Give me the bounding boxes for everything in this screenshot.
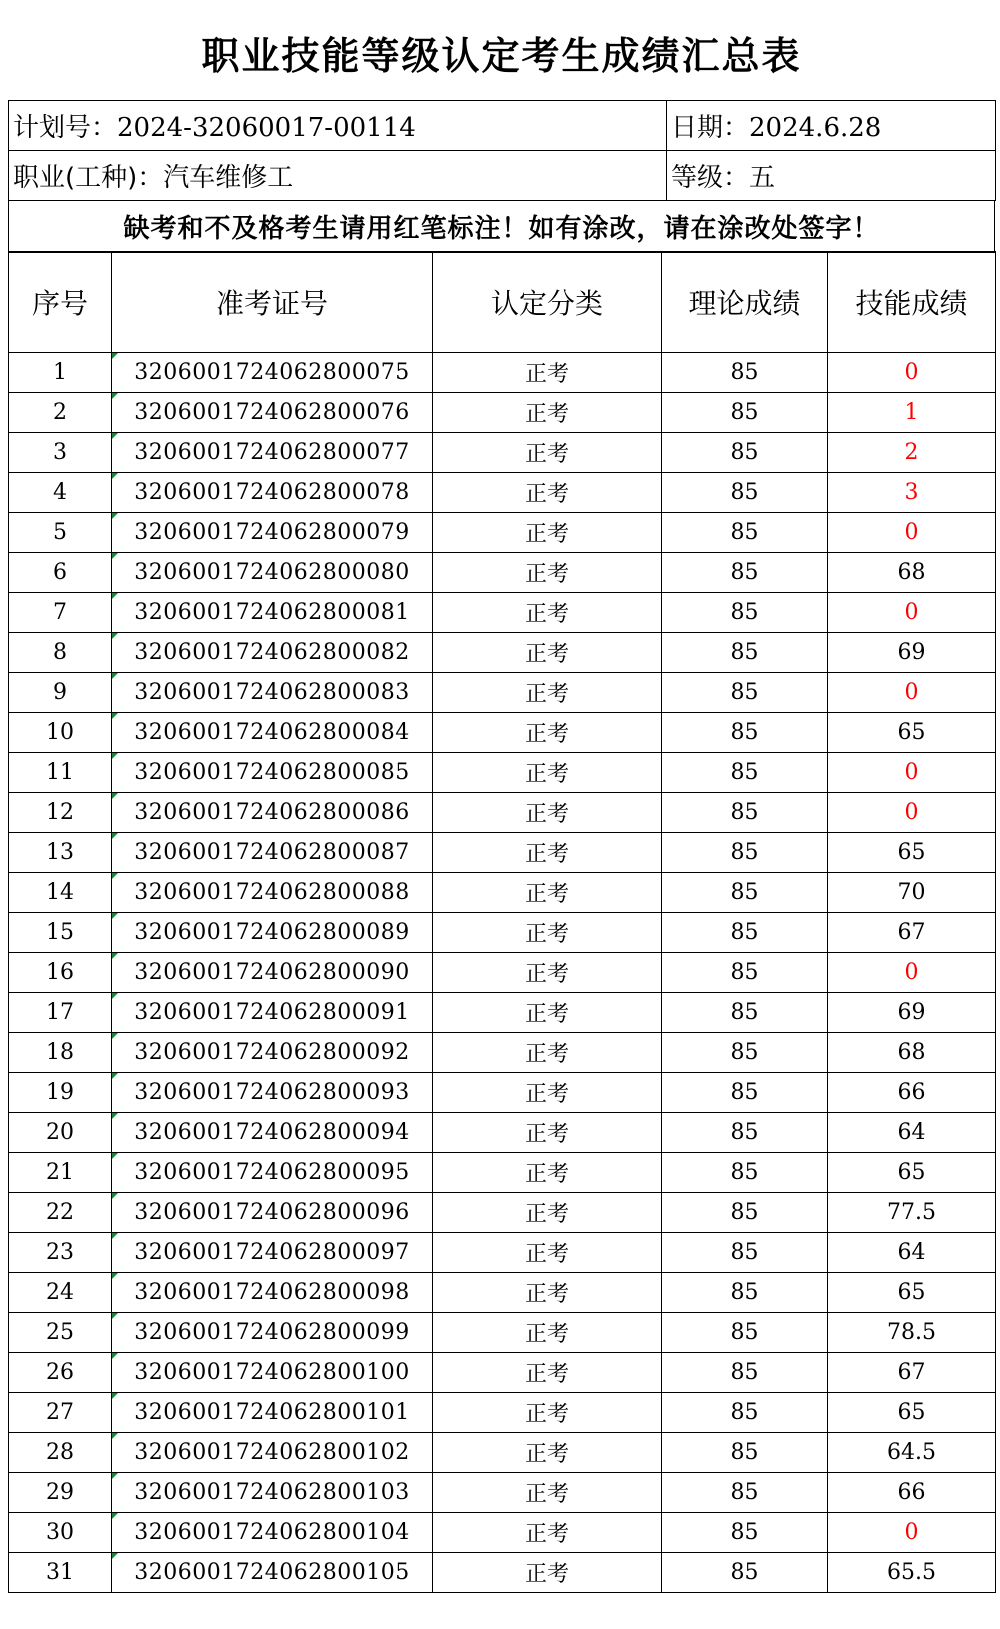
exam-category[interactable]: 正考 [433, 1513, 662, 1553]
theory-score[interactable]: 85 [662, 1273, 828, 1313]
theory-score[interactable]: 85 [662, 513, 828, 553]
row-number[interactable]: 17 [9, 993, 112, 1033]
ticket-number[interactable]: 3206001724062800090 [112, 953, 433, 993]
ticket-number[interactable]: 3206001724062800098 [112, 1273, 433, 1313]
exam-category[interactable]: 正考 [433, 1553, 662, 1593]
table-row [9, 553, 996, 593]
ticket-number[interactable]: 3206001724062800099 [112, 1313, 433, 1353]
theory-score[interactable]: 85 [662, 1113, 828, 1153]
exam-category[interactable]: 正考 [433, 1353, 662, 1393]
skill-score[interactable]: 1 [828, 393, 996, 433]
table-row [9, 513, 996, 553]
col-header-theory[interactable]: 理论成绩 [662, 252, 828, 353]
occupation-row [9, 151, 996, 201]
theory-score[interactable]: 85 [662, 633, 828, 673]
ticket-number[interactable]: 3206001724062800091 [112, 993, 433, 1033]
skill-score[interactable]: 68 [828, 1033, 996, 1073]
col-header-no[interactable]: 序号 [9, 252, 112, 353]
ticket-number[interactable]: 3206001724062800096 [112, 1193, 433, 1233]
theory-score[interactable]: 85 [662, 913, 828, 953]
row-number[interactable]: 3 [9, 433, 112, 473]
skill-score[interactable]: 68 [828, 553, 996, 593]
skill-score[interactable]: 65 [828, 1393, 996, 1433]
theory-score[interactable]: 85 [662, 1313, 828, 1353]
exam-category[interactable]: 正考 [433, 793, 662, 833]
ticket-number[interactable]: 3206001724062800083 [112, 673, 433, 713]
theory-score[interactable]: 85 [662, 433, 828, 473]
theory-score[interactable]: 85 [662, 393, 828, 433]
level-value: 五 [749, 163, 776, 193]
exam-category[interactable]: 正考 [433, 1073, 662, 1113]
exam-category[interactable]: 正考 [433, 673, 662, 713]
row-number[interactable]: 12 [9, 793, 112, 833]
header-row [9, 252, 996, 353]
col-header-category[interactable]: 认定分类 [433, 252, 662, 353]
theory-score[interactable]: 85 [662, 1073, 828, 1113]
table-row [9, 1553, 996, 1593]
exam-category[interactable]: 正考 [433, 1033, 662, 1073]
theory-score[interactable]: 85 [662, 833, 828, 873]
ticket-number[interactable]: 3206001724062800089 [112, 913, 433, 953]
skill-score[interactable]: 65 [828, 833, 996, 873]
table-row [9, 1393, 996, 1433]
theory-score[interactable]: 85 [662, 1033, 828, 1073]
ticket-number[interactable]: 3206001724062800093 [112, 1073, 433, 1113]
theory-score[interactable]: 85 [662, 553, 828, 593]
exam-category[interactable]: 正考 [433, 1233, 662, 1273]
table-row [9, 833, 996, 873]
skill-score[interactable]: 65 [828, 713, 996, 753]
row-number[interactable]: 9 [9, 673, 112, 713]
exam-category[interactable]: 正考 [433, 1153, 662, 1193]
level-cell[interactable] [667, 151, 996, 201]
occupation-cell[interactable] [9, 151, 667, 201]
skill-score[interactable]: 2 [828, 433, 996, 473]
ticket-number[interactable]: 3206001724062800104 [112, 1513, 433, 1553]
row-number[interactable]: 20 [9, 1113, 112, 1153]
table-row [9, 1273, 996, 1313]
exam-category[interactable]: 正考 [433, 1433, 662, 1473]
ticket-number[interactable]: 3206001724062800086 [112, 793, 433, 833]
row-number[interactable]: 2 [9, 393, 112, 433]
skill-score[interactable]: 3 [828, 473, 996, 513]
table-row [9, 993, 996, 1033]
skill-score[interactable]: 0 [828, 1513, 996, 1553]
table-row [9, 473, 996, 513]
theory-score[interactable]: 85 [662, 1513, 828, 1553]
theory-score[interactable]: 85 [662, 473, 828, 513]
plan-cell[interactable] [9, 101, 667, 151]
ticket-number[interactable]: 3206001724062800105 [112, 1553, 433, 1593]
ticket-number[interactable]: 3206001724062800085 [112, 753, 433, 793]
info-table [8, 100, 996, 201]
exam-category[interactable]: 正考 [433, 993, 662, 1033]
ticket-number[interactable]: 3206001724062800102 [112, 1433, 433, 1473]
ticket-number[interactable]: 3206001724062800087 [112, 833, 433, 873]
date-label: 日期： [671, 113, 750, 143]
plan-row [9, 101, 996, 151]
level-label: 等级： [671, 163, 750, 193]
theory-score[interactable]: 85 [662, 1553, 828, 1593]
ticket-number[interactable]: 3206001724062800075 [112, 353, 433, 393]
skill-score[interactable]: 65 [828, 1273, 996, 1313]
ticket-number[interactable]: 3206001724062800103 [112, 1473, 433, 1513]
skill-score[interactable]: 78.5 [828, 1313, 996, 1353]
row-number[interactable]: 31 [9, 1553, 112, 1593]
table-row [9, 1313, 996, 1353]
skill-score[interactable]: 69 [828, 633, 996, 673]
table-row [9, 953, 996, 993]
exam-category[interactable]: 正考 [433, 553, 662, 593]
row-number[interactable]: 27 [9, 1393, 112, 1433]
row-number[interactable]: 7 [9, 593, 112, 633]
table-row [9, 353, 996, 393]
theory-score[interactable]: 85 [662, 1353, 828, 1393]
exam-category[interactable]: 正考 [433, 1393, 662, 1433]
table-row [9, 1513, 996, 1553]
ticket-number[interactable]: 3206001724062800101 [112, 1393, 433, 1433]
date-cell[interactable] [667, 101, 996, 151]
ticket-number[interactable]: 3206001724062800095 [112, 1153, 433, 1193]
skill-score[interactable]: 64 [828, 1233, 996, 1273]
row-number[interactable]: 16 [9, 953, 112, 993]
table-row [9, 1153, 996, 1193]
row-number[interactable]: 23 [9, 1233, 112, 1273]
theory-score[interactable]: 85 [662, 1473, 828, 1513]
theory-score[interactable]: 85 [662, 1393, 828, 1433]
score-table [8, 251, 996, 1593]
skill-score[interactable]: 0 [828, 753, 996, 793]
exam-category[interactable]: 正考 [433, 713, 662, 753]
theory-score[interactable]: 85 [662, 713, 828, 753]
exam-category[interactable]: 正考 [433, 473, 662, 513]
table-row [9, 713, 996, 753]
table-row [9, 753, 996, 793]
ticket-number[interactable]: 3206001724062800079 [112, 513, 433, 553]
plan-value: 2024-32060017-00114 [117, 113, 416, 143]
score-rows [9, 353, 996, 1593]
row-number[interactable]: 13 [9, 833, 112, 873]
theory-score[interactable]: 85 [662, 673, 828, 713]
row-number[interactable]: 24 [9, 1273, 112, 1313]
skill-score[interactable]: 64.5 [828, 1433, 996, 1473]
skill-score[interactable]: 64 [828, 1113, 996, 1153]
col-header-skill[interactable]: 技能成绩 [828, 252, 996, 353]
table-row [9, 1113, 996, 1153]
exam-category[interactable]: 正考 [433, 913, 662, 953]
row-number[interactable]: 28 [9, 1433, 112, 1473]
ticket-number[interactable]: 3206001724062800097 [112, 1233, 433, 1273]
theory-score[interactable]: 85 [662, 953, 828, 993]
row-number[interactable]: 19 [9, 1073, 112, 1113]
table-row [9, 633, 996, 673]
table-row [9, 593, 996, 633]
row-number[interactable]: 1 [9, 353, 112, 393]
row-number[interactable]: 29 [9, 1473, 112, 1513]
occupation-label: 职业(工种)： [13, 163, 164, 193]
theory-score[interactable]: 85 [662, 793, 828, 833]
score-sheet [8, 4, 995, 1593]
ticket-number[interactable]: 3206001724062800100 [112, 1353, 433, 1393]
skill-score[interactable]: 66 [828, 1073, 996, 1113]
ticket-number[interactable]: 3206001724062800094 [112, 1113, 433, 1153]
table-row [9, 793, 996, 833]
row-number[interactable]: 10 [9, 713, 112, 753]
exam-category[interactable]: 正考 [433, 833, 662, 873]
table-row [9, 913, 996, 953]
row-number[interactable]: 22 [9, 1193, 112, 1233]
row-number[interactable]: 4 [9, 473, 112, 513]
table-row [9, 1033, 996, 1073]
exam-category[interactable]: 正考 [433, 1273, 662, 1313]
row-number[interactable]: 14 [9, 873, 112, 913]
ticket-number[interactable]: 3206001724062800088 [112, 873, 433, 913]
theory-score[interactable]: 85 [662, 353, 828, 393]
row-number[interactable]: 11 [9, 753, 112, 793]
row-number[interactable]: 6 [9, 553, 112, 593]
exam-category[interactable]: 正考 [433, 393, 662, 433]
exam-category[interactable]: 正考 [433, 1113, 662, 1153]
exam-category[interactable]: 正考 [433, 953, 662, 993]
theory-score[interactable]: 85 [662, 993, 828, 1033]
row-number[interactable]: 21 [9, 1153, 112, 1193]
table-row [9, 1433, 996, 1473]
table-row [9, 873, 996, 913]
theory-score[interactable]: 85 [662, 593, 828, 633]
exam-category[interactable]: 正考 [433, 513, 662, 553]
skill-score[interactable]: 67 [828, 913, 996, 953]
row-number[interactable]: 18 [9, 1033, 112, 1073]
table-row [9, 1473, 996, 1513]
skill-score[interactable]: 70 [828, 873, 996, 913]
table-row [9, 1073, 996, 1113]
skill-score[interactable]: 0 [828, 953, 996, 993]
skill-score[interactable]: 0 [828, 673, 996, 713]
skill-score[interactable]: 65.5 [828, 1553, 996, 1593]
ticket-number[interactable]: 3206001724062800077 [112, 433, 433, 473]
table-row [9, 433, 996, 473]
table-row [9, 1193, 996, 1233]
skill-score[interactable]: 0 [828, 593, 996, 633]
exam-category[interactable]: 正考 [433, 873, 662, 913]
skill-score[interactable]: 0 [828, 513, 996, 553]
skill-score[interactable]: 66 [828, 1473, 996, 1513]
occupation-value: 汽车维修工 [163, 163, 294, 193]
theory-score[interactable]: 85 [662, 753, 828, 793]
theory-score[interactable]: 85 [662, 1193, 828, 1233]
row-number[interactable]: 5 [9, 513, 112, 553]
page-title: 职业技能等级认定考生成绩汇总表 [201, 33, 802, 78]
row-number[interactable]: 30 [9, 1513, 112, 1553]
table-row [9, 1353, 996, 1393]
theory-score[interactable]: 85 [662, 1433, 828, 1473]
exam-category[interactable]: 正考 [433, 1313, 662, 1353]
ticket-number[interactable]: 3206001724062800082 [112, 633, 433, 673]
ticket-number[interactable]: 3206001724062800076 [112, 393, 433, 433]
exam-category[interactable]: 正考 [433, 633, 662, 673]
row-number[interactable]: 25 [9, 1313, 112, 1353]
row-number[interactable]: 26 [9, 1353, 112, 1393]
skill-score[interactable]: 67 [828, 1353, 996, 1393]
exam-category[interactable]: 正考 [433, 353, 662, 393]
table-row [9, 673, 996, 713]
skill-score[interactable]: 65 [828, 1153, 996, 1193]
ticket-number[interactable]: 3206001724062800081 [112, 593, 433, 633]
exam-category[interactable]: 正考 [433, 753, 662, 793]
table-row [9, 1233, 996, 1273]
skill-score[interactable]: 0 [828, 793, 996, 833]
exam-category[interactable]: 正考 [433, 433, 662, 473]
theory-score[interactable]: 85 [662, 873, 828, 913]
ticket-number[interactable]: 3206001724062800078 [112, 473, 433, 513]
date-value: 2024.6.28 [749, 113, 882, 143]
table-row [9, 393, 996, 433]
theory-score[interactable]: 85 [662, 1153, 828, 1193]
skill-score[interactable]: 69 [828, 993, 996, 1033]
row-number[interactable]: 15 [9, 913, 112, 953]
notice-text[interactable]: 缺考和不及格考生请用红笔标注！如有涂改，请在涂改处签字！ [9, 200, 995, 252]
exam-category[interactable]: 正考 [433, 1473, 662, 1513]
notice-table [8, 200, 995, 253]
ticket-number[interactable]: 3206001724062800084 [112, 713, 433, 753]
exam-category[interactable]: 正考 [433, 593, 662, 633]
row-number[interactable]: 8 [9, 633, 112, 673]
skill-score[interactable]: 0 [828, 353, 996, 393]
plan-label: 计划号： [13, 113, 118, 143]
theory-score[interactable]: 85 [662, 1233, 828, 1273]
exam-category[interactable]: 正考 [433, 1193, 662, 1233]
ticket-number[interactable]: 3206001724062800080 [112, 553, 433, 593]
ticket-number[interactable]: 3206001724062800092 [112, 1033, 433, 1073]
skill-score[interactable]: 77.5 [828, 1193, 996, 1233]
col-header-ticket[interactable]: 准考证号 [112, 252, 433, 353]
